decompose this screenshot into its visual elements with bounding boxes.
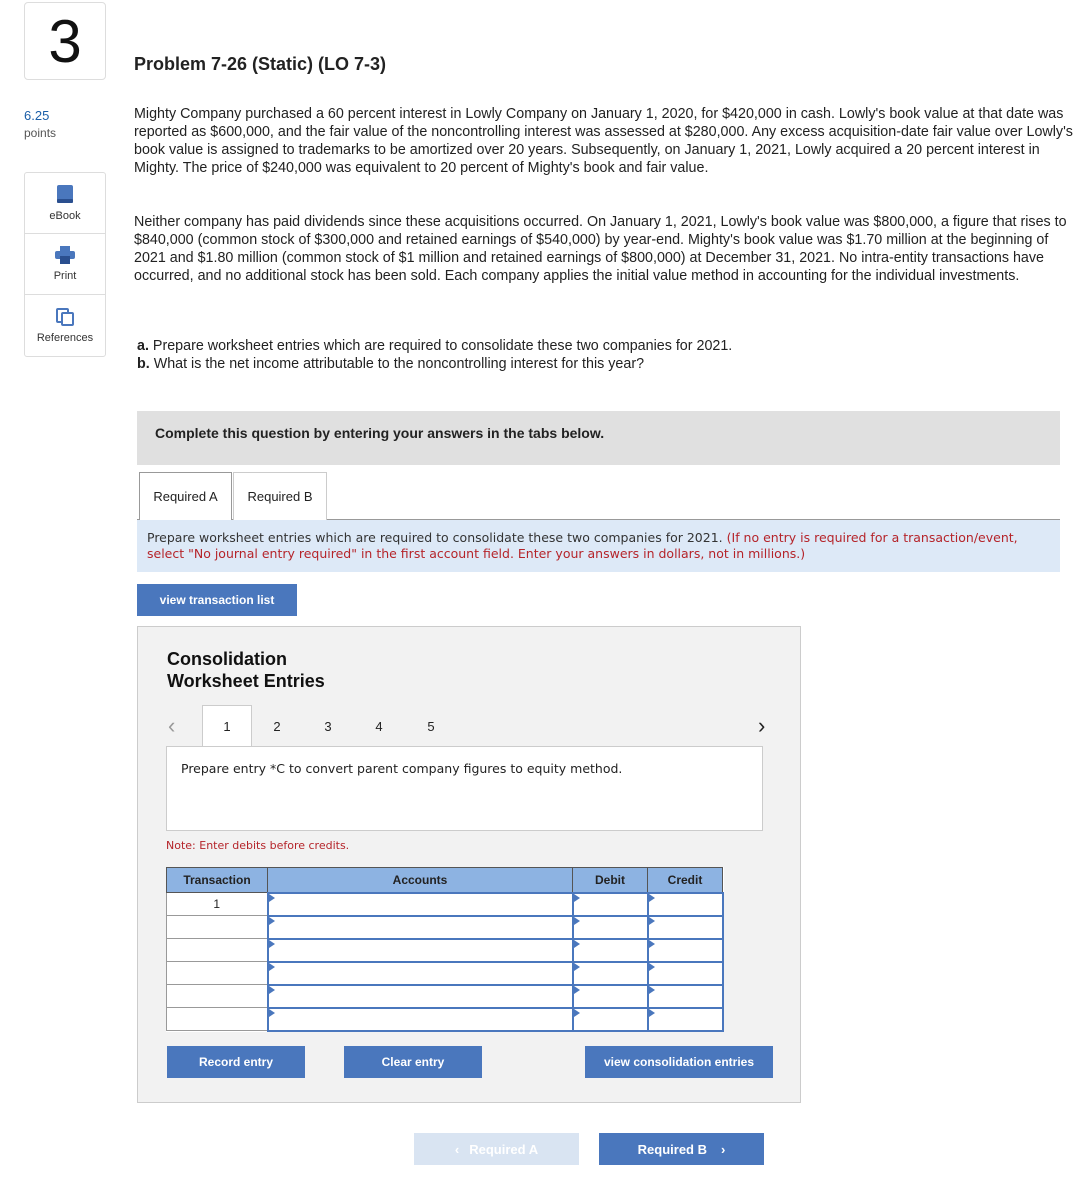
entry-description: Prepare entry *C to convert parent company figures to equity method. [166,746,763,831]
entry-pager [166,705,776,747]
clear-entry-button[interactable]: Clear entry [344,1046,482,1078]
resource-sidebar [24,172,106,357]
chevron-right-icon[interactable]: › [758,713,766,738]
book-icon [56,184,74,204]
transaction-cell [167,1008,268,1031]
next-required-b-button[interactable] [599,1133,764,1165]
page-5[interactable]: 5 [427,718,435,734]
prev-required-a-button[interactable] [414,1133,579,1165]
question-list [137,337,732,373]
credit-input[interactable] [648,1008,723,1031]
points-value: 6.25 [24,108,50,123]
points-label: points [24,126,57,140]
account-input[interactable] [268,893,573,916]
debit-credit-note: Note: Enter debits before credits. [166,839,350,852]
sidebar-label-ebook: eBook [49,210,81,222]
worksheet-panel [137,626,801,1103]
view-consolidation-entries-button[interactable]: view consolidation entries [585,1046,773,1078]
page-3[interactable]: 3 [324,718,332,734]
table-row [167,916,723,939]
transaction-cell [167,916,268,939]
next-label: Required B [637,1141,707,1157]
col-credit: Credit [648,868,723,893]
credit-input[interactable] [648,962,723,985]
question-a: a. Prepare worksheet entries which are required to consolidate these two companies for 2021. [137,338,733,354]
transaction-cell: 1 [167,893,268,916]
account-input[interactable] [268,1008,573,1031]
tab-required-b[interactable]: Required B [233,472,327,520]
view-transaction-list-button[interactable]: view transaction list [137,584,297,616]
sidebar-label-references: References [36,331,94,344]
account-input[interactable] [268,916,573,939]
debit-input[interactable] [573,916,648,939]
table-row [167,893,723,916]
account-input[interactable] [268,962,573,985]
col-debit: Debit [573,868,648,893]
problem-paragraph-1: Mighty Company purchased a 60 percent interest in Lowly Company on January 1, 2020, for $420,000 in cash. Lowly's book value at that date was reported as $600,000, and the fair value of the noncontrolling interest was assessed at $280,000. Any excess acquisition-date fair value over Lowly's book value is assigned to trademarks to be amortized over 20 years. Subsequently, on January 1, 2021, Lowly acquired a 20 percent interest in Mighty. The price of $240,000 was equivalent to 20 percent of Mighty's book and fair value. [134,106,1073,176]
sidebar-item-ebook[interactable] [25,173,105,234]
transaction-cell [167,962,268,985]
problem-title: Problem 7-26 (Static) (LO 7-3) [134,54,387,74]
panel-title: Consolidation Worksheet Entries [167,649,325,691]
question-number: 3 [24,2,106,80]
tab-instructions [137,520,1060,572]
prev-label: Required A [469,1141,539,1157]
debit-input[interactable] [573,985,648,1008]
credit-input[interactable] [648,916,723,939]
sidebar-item-references[interactable] [25,295,105,356]
debit-input[interactable] [573,962,648,985]
chevron-left-icon: ‹ [454,1141,460,1157]
record-entry-button[interactable]: Record entry [167,1046,305,1078]
chevron-left-icon[interactable]: ‹ [168,713,176,738]
chevron-right-icon: › [721,1141,726,1157]
journal-grid [166,867,724,1032]
debit-input[interactable] [573,1008,648,1031]
copy-icon [56,308,74,326]
transaction-cell [167,939,268,962]
page-2[interactable]: 2 [273,718,281,734]
account-input[interactable] [268,985,573,1008]
transaction-cell [167,985,268,1008]
debit-input[interactable] [573,939,648,962]
table-row [167,985,723,1008]
table-row [167,1008,723,1031]
sidebar-item-print[interactable] [25,234,105,295]
tab-required-a[interactable]: Required A [139,472,232,521]
sidebar-label-print: Print [53,270,77,282]
page-1[interactable]: 1 [202,705,252,748]
problem-paragraph-2: Neither company has paid dividends since these acquisitions occurred. On January 1, 2021, Lowly's book value was $800,000, a figure that rises to $840,000 (common stock of $300,000 and retained earnings of $540,000) by year-end. Mighty's book value was $1.70 million at the beginning of 2021 and $1.80 million (common stock of $1 million and retained earnings of $800,000) at December 31, 2021. No intra-entity transactions have occurred, and no additional stock has been sold. Each company applies the initial value method in accounting for the individual investments. [134,214,1067,284]
col-transaction: Transaction [167,868,268,893]
col-accounts: Accounts [268,868,573,893]
instruction-banner: Complete this question by entering your answers in the tabs below. [137,411,1060,465]
table-row [167,939,723,962]
instructions-note: (If no entry is required for a transaction/event, select "No journal entry required" in the first account field. Enter your answers in dollars, not in millions.) [147,530,1018,561]
printer-icon [55,246,75,264]
tab-bar [137,472,1060,520]
instructions-main: Prepare worksheet entries which are required to consolidate these two companies for 2021. [147,530,723,545]
account-input[interactable] [268,939,573,962]
page-4[interactable]: 4 [375,718,383,734]
credit-input[interactable] [648,939,723,962]
debit-input[interactable] [573,893,648,916]
table-row [167,962,723,985]
credit-input[interactable] [648,893,723,916]
credit-input[interactable] [648,985,723,1008]
question-b: b. What is the net income attributable to the noncontrolling interest for this year? [137,356,645,372]
